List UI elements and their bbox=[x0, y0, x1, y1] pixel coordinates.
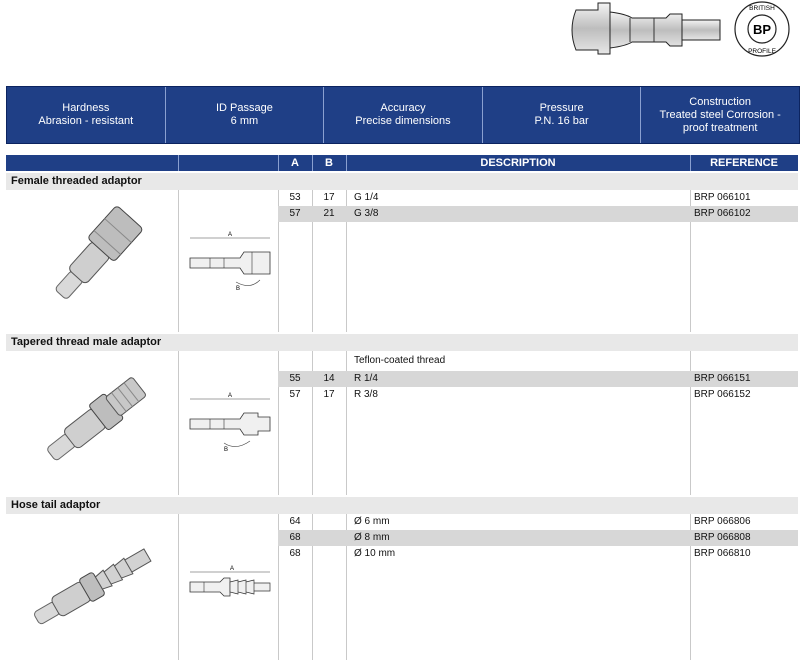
dimension-b-label: B bbox=[224, 447, 229, 453]
section-hose-tail bbox=[6, 497, 798, 660]
table-row bbox=[278, 206, 798, 222]
hose-tail-photo bbox=[6, 514, 178, 660]
male-adaptor-photo bbox=[6, 351, 178, 495]
cell-b: 17 bbox=[323, 389, 335, 400]
cell-reference: BRP 066152 bbox=[694, 389, 751, 400]
header-a: A bbox=[291, 157, 299, 169]
cell-description: G 3/8 bbox=[354, 208, 379, 219]
section-tapered-male bbox=[6, 334, 798, 495]
section-title: Tapered thread male adaptor bbox=[6, 334, 798, 351]
cell-a: 68 bbox=[289, 532, 301, 543]
cell-reference: BRP 066806 bbox=[694, 516, 751, 527]
spec-accuracy bbox=[324, 87, 483, 143]
dimension-a-label: A bbox=[228, 393, 233, 399]
cell-reference: BRP 066101 bbox=[694, 192, 751, 203]
spec-label: Accuracy bbox=[380, 102, 426, 114]
table-row bbox=[278, 387, 798, 403]
spec-value: 6 mm bbox=[230, 115, 259, 127]
spec-id-passage bbox=[166, 87, 325, 143]
dimension-a-label: A bbox=[230, 566, 235, 572]
cell-description: Teflon-coated thread bbox=[354, 355, 446, 366]
bp-badge-initials: BP bbox=[752, 22, 772, 37]
section-title: Female threaded adaptor bbox=[6, 173, 798, 190]
table-row bbox=[278, 514, 798, 530]
cell-b: 21 bbox=[323, 208, 335, 219]
bp-badge-ring-top: BRITISH bbox=[749, 5, 775, 12]
table-row bbox=[278, 530, 798, 546]
section-body bbox=[6, 190, 798, 332]
cell-a: 68 bbox=[289, 548, 301, 559]
male-adaptor-drawing bbox=[180, 351, 278, 495]
cell-description: Ø 10 mm bbox=[354, 548, 396, 559]
table-row bbox=[278, 353, 798, 369]
spec-label: ID Passage bbox=[215, 102, 273, 114]
bp-badge bbox=[735, 2, 789, 56]
header-reference: REFERENCE bbox=[710, 157, 778, 169]
cell-a: 55 bbox=[289, 373, 301, 384]
table-row bbox=[278, 546, 798, 562]
spec-value: Precise dimensions bbox=[355, 115, 451, 127]
cell-reference: BRP 066102 bbox=[694, 208, 751, 219]
cell-b: 14 bbox=[323, 373, 335, 384]
spec-value: P.N. 16 bar bbox=[534, 115, 589, 127]
cell-b: 17 bbox=[323, 192, 335, 203]
spec-label: Pressure bbox=[539, 102, 584, 114]
header-description: DESCRIPTION bbox=[480, 157, 556, 169]
spec-pressure bbox=[483, 87, 642, 143]
header-b: B bbox=[325, 157, 333, 169]
cell-description: G 1/4 bbox=[354, 192, 379, 203]
female-adaptor-photo bbox=[6, 190, 178, 332]
header-divider bbox=[178, 155, 179, 171]
spec-hardness bbox=[7, 87, 166, 143]
spec-construction bbox=[641, 87, 799, 143]
cell-description: R 1/4 bbox=[354, 373, 378, 384]
coupling-profile-icon bbox=[570, 0, 802, 62]
hose-tail-drawing bbox=[180, 514, 278, 660]
cell-description: Ø 6 mm bbox=[354, 516, 390, 527]
section-body bbox=[6, 514, 798, 660]
cell-description: R 3/8 bbox=[354, 389, 378, 400]
cell-reference: BRP 066810 bbox=[694, 548, 751, 559]
female-adaptor-drawing bbox=[180, 190, 278, 332]
cell-reference: BRP 066151 bbox=[694, 373, 751, 384]
section-body bbox=[6, 351, 798, 495]
section-title: Hose tail adaptor bbox=[6, 497, 798, 514]
table-row bbox=[278, 190, 798, 206]
cell-description: Ø 8 mm bbox=[354, 532, 390, 543]
table-row bbox=[278, 371, 798, 387]
spec-value: Abrasion - resistant bbox=[38, 115, 134, 127]
cell-a: 57 bbox=[289, 208, 301, 219]
spec-banner bbox=[6, 86, 800, 144]
spec-label: Construction bbox=[689, 95, 752, 108]
cell-a: 53 bbox=[289, 192, 301, 203]
spec-label: Hardness bbox=[62, 102, 110, 114]
dimension-a-label: A bbox=[228, 232, 233, 238]
section-female-threaded bbox=[6, 173, 798, 332]
cell-a: 64 bbox=[289, 516, 301, 527]
table-header bbox=[6, 155, 798, 171]
bp-badge-ring-bottom: PROFILE bbox=[748, 48, 776, 55]
cell-a: 57 bbox=[289, 389, 301, 400]
british-profile-graphic bbox=[570, 0, 802, 62]
dimension-b-label: B bbox=[236, 286, 241, 292]
cell-reference: BRP 066808 bbox=[694, 532, 751, 543]
spec-value: Treated steel Corrosion - proof treatment bbox=[659, 108, 781, 134]
